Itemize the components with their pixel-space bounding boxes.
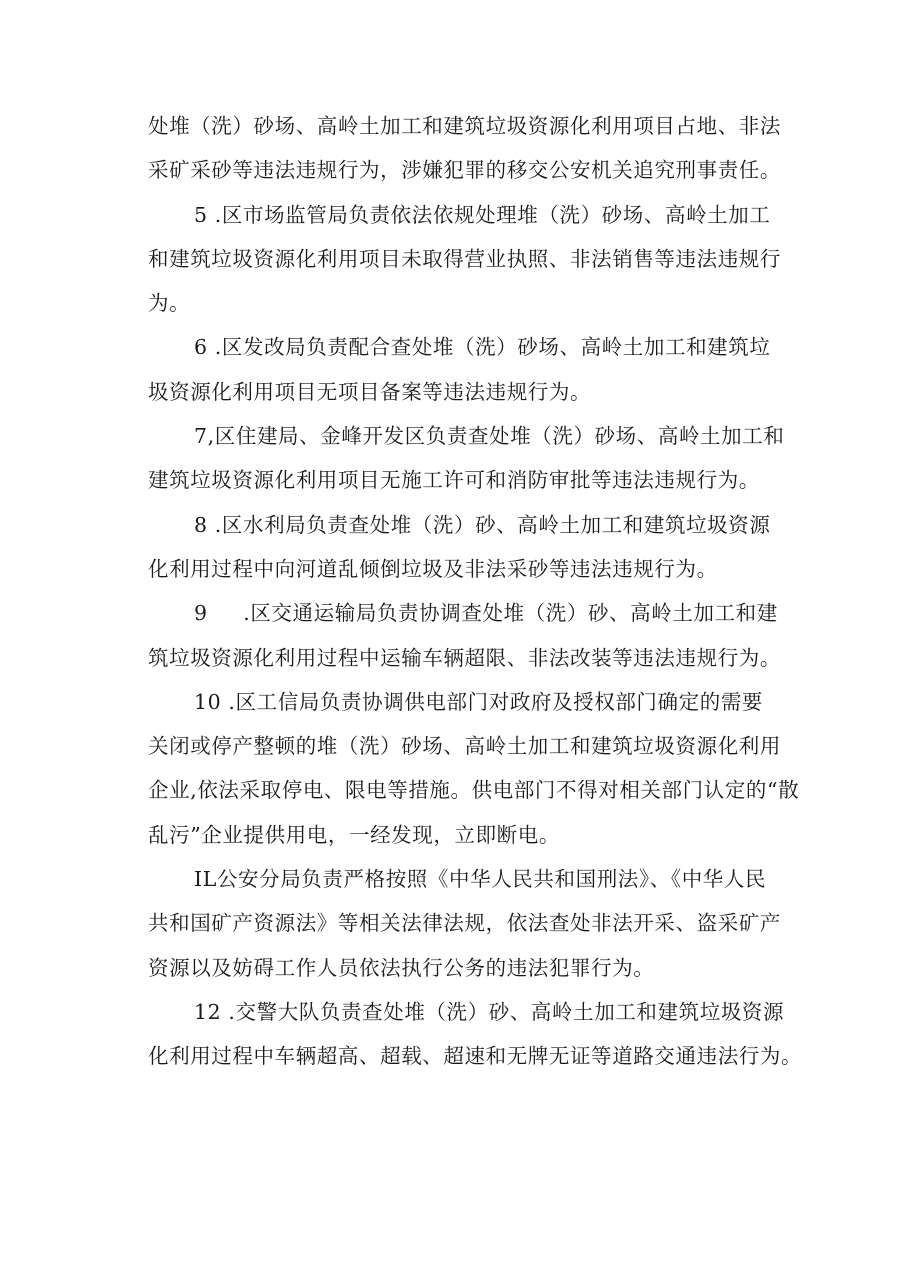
text-line: 5 .区市场监管局负责依法依规处理堆（洗）砂场、高岭土加工 xyxy=(194,202,771,227)
text-line: 10 .区工信局负责协调供电部门对政府及授权部门确定的需要 xyxy=(194,689,764,714)
text-line: 筑垃圾资源化利用过程中运输车辆超限、非法改装等违法违规行为。 xyxy=(148,645,781,670)
text-line: 9 .区交通运输局负责协调查处堆（洗）砂、高岭土加工和建 xyxy=(194,601,778,626)
text-line: 化利用过程中向河道乱倾倒垃圾及非法采砂等违法违规行为。 xyxy=(148,556,718,581)
text-line: 和建筑垃圾资源化利用项目未取得营业执照、非法销售等违法违规行 xyxy=(148,246,781,271)
text-line: 共和国矿产资源法》等相关法律法规，依法查处非法开采、盗采矿产 xyxy=(148,911,781,936)
text-line: 8 .区水利局负责查处堆（洗）砂、高岭土加工和建筑垃圾资源 xyxy=(194,512,771,537)
text-line: 资源以及妨碍工作人员依法执行公务的违法犯罪行为。 xyxy=(148,955,655,980)
text-line: 企业,依法采取停电、限电等措施。供电部门不得对相关部门认定的“散 xyxy=(148,778,800,803)
text-line: 建筑垃圾资源化利用项目无施工许可和消防审批等违法违规行为。 xyxy=(148,468,760,493)
text-line: 为。 xyxy=(148,291,191,316)
document-body xyxy=(148,104,808,1079)
text-line: 7,区住建局、金峰开发区负责查处堆（洗）砂场、高岭土加工和 xyxy=(194,424,785,449)
text-line: 化利用过程中车辆超高、超载、超速和无牌无证等道路交通违法行为。 xyxy=(148,1044,803,1069)
text-line: 乱污”企业提供用电，一经发现，立即断电。 xyxy=(148,822,560,847)
text-line: 处堆（洗）砂场、高岭土加工和建筑垃圾资源化利用项目占地、非法 xyxy=(148,114,781,138)
text-line: 关闭或停产整顿的堆（洗）砂场、高岭土加工和建筑垃圾资源化利用 xyxy=(148,734,781,759)
text-line: 采矿采砂等违法违规行为，涉嫌犯罪的移交公安机关追究刑事责任。 xyxy=(148,158,781,183)
text-line: 圾资源化利用项目无项目备案等违法违规行为。 xyxy=(148,379,592,404)
text-line: 6 .区发改局负责配合查处堆（洗）砂场、高岭土加工和建筑垃 xyxy=(194,335,771,360)
text-line: IL公安分局负责严格按照《中华人民共和国刑法》、《中华人民 xyxy=(194,867,767,892)
text-line: 12 .交警大队负责查处堆（洗）砂、高岭土加工和建筑垃圾资源 xyxy=(194,999,785,1024)
